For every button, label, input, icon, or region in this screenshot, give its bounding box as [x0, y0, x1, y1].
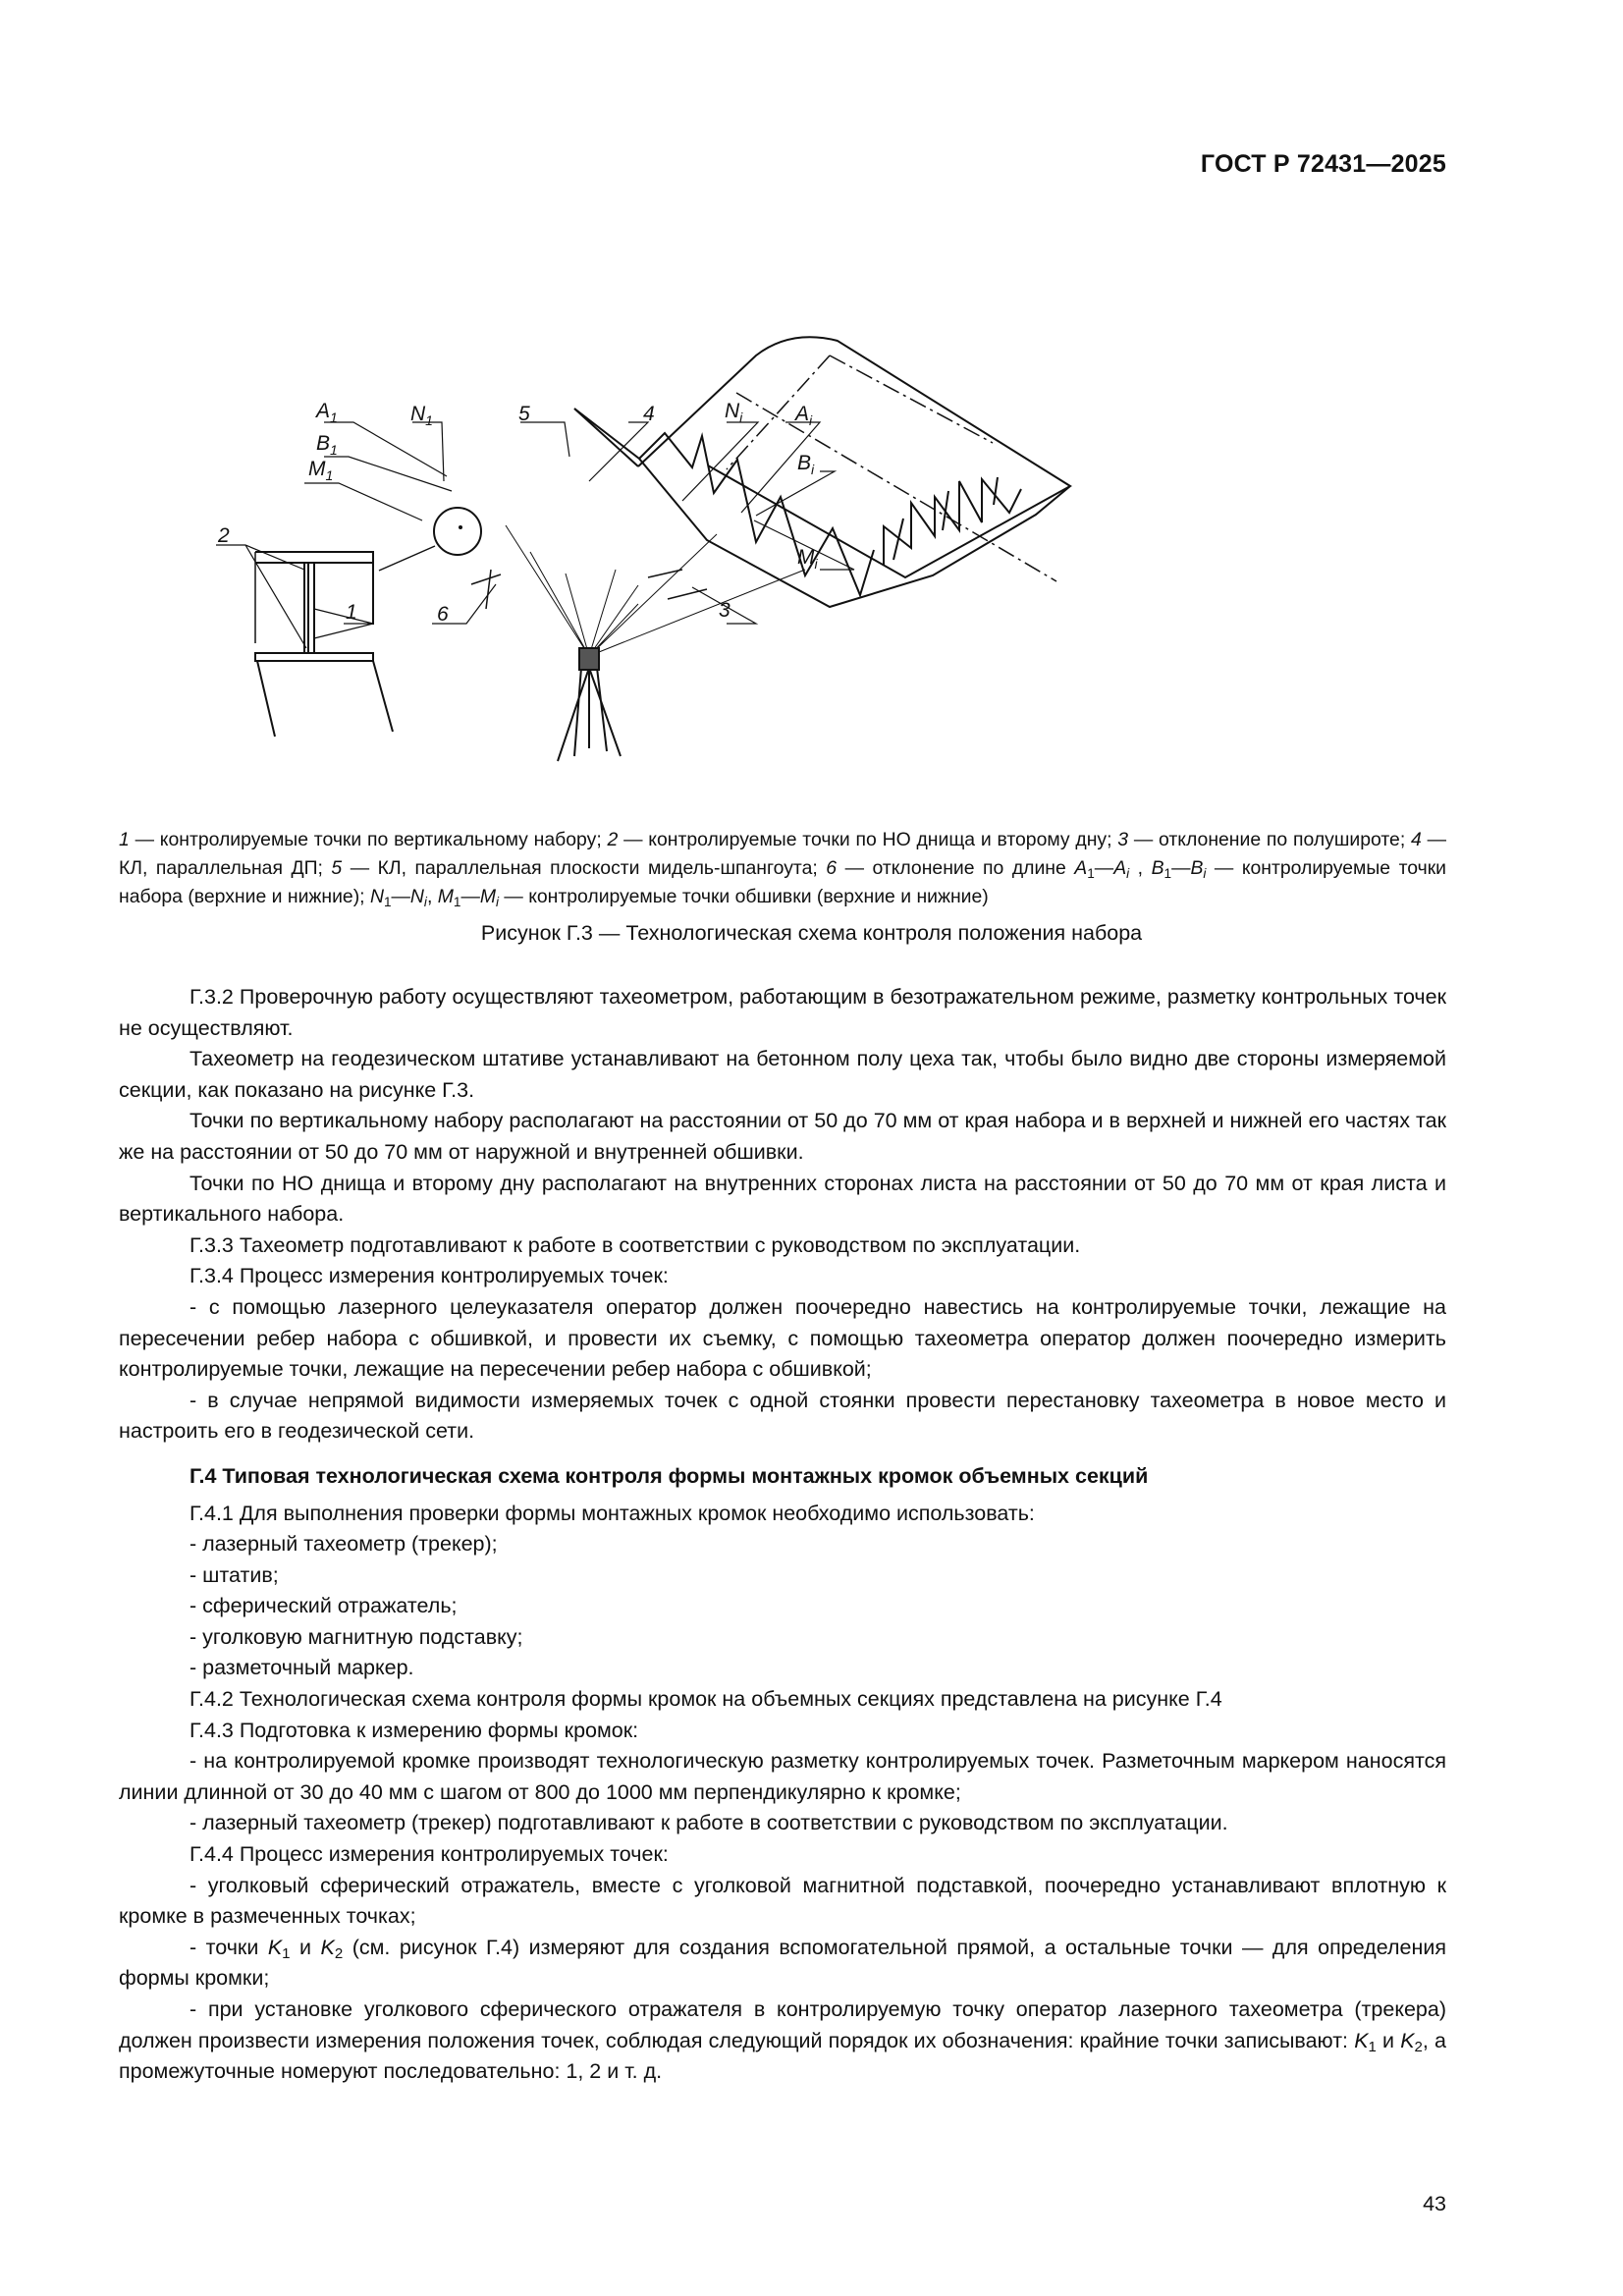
paragraph-g34: Г.3.4 Процесс измерения контролируемых точек: — [189, 1264, 669, 1288]
figure-legend: 1 — контролируемые точки по вертикальному набору; 2 — контролируемые точки по НО днища и второму дну; 3 — отклонение по полушироте; 4 — КЛ, параллельная ДП; 5 — КЛ, параллельная плоскости мидель-шпангоута; 6 — отклонение по длине $A_1—A_i$ , $B_1—B_i$ — контролируемые точки набора (верхние и нижние); $N_1—N_i$, $M_1—M_i$ — контролируемые точки обшивки (верхние и нижние) — [119, 829, 1447, 909]
document-body — [119, 982, 1446, 2088]
detail-web — [304, 563, 314, 653]
detail-bottom-plate — [255, 653, 373, 661]
list-item-tracker-prep: - лазерный тахеометр (трекер) подготавливают к работе в соответствии с руководством по эксплуатации. — [189, 1811, 1228, 1835]
label-mi: $M_i$ — [797, 546, 818, 572]
label-2: 2 — [218, 524, 230, 547]
section-control-diagram — [218, 236, 1276, 795]
label-3: 3 — [719, 599, 730, 622]
list-item-marking: - на контролируемой кромке производят технологическую разметку контролируемых точек. Разметочным маркером наносятся линии длинной от 30 до 40 мм с шагом от 800 до 1000 мм перпендикулярно к кромке; — [119, 1749, 1446, 1804]
page-number: 43 — [1423, 2192, 1446, 2215]
list-item-magnetic-stand: - уголковую магнитную подставку; — [189, 1624, 523, 1649]
label-1: 1 — [346, 601, 357, 624]
label-bi: $B_i$ — [797, 452, 815, 477]
section-heading-g4: Г.4 Типовая технологическая схема контроля формы монтажных кромок объемных секций — [189, 1463, 1149, 1488]
paragraph-g32: Г.3.2 Проверочную работу осуществляют тахеометром, работающим в безотражательном режиме, разметку контрольных точек не осуществляют. — [119, 985, 1446, 1040]
label-a1: $A_1$ — [316, 400, 338, 425]
deviation-3-marker — [648, 570, 707, 599]
tachymeter — [579, 648, 599, 670]
paragraph-g42: Г.4.2 Технологическая схема контроля формы кромок на объемных секциях представлена на рисунке Г.4 — [189, 1687, 1222, 1712]
standard-designation: ГОСТ Р 72431—2025 — [1200, 150, 1446, 178]
label-6: 6 — [437, 603, 449, 626]
tripod — [558, 668, 621, 761]
detail-circle — [434, 508, 481, 555]
list-item-reflector: - сферический отражатель; — [189, 1594, 458, 1618]
label-4: 4 — [643, 403, 655, 425]
deviation-6-marker — [471, 570, 501, 609]
list-item-laser-pointer: - с помощью лазерного целеуказателя оператор должен поочередно навестись на контролируемые точки, лежащие на пересечении ребер набора с обшивкой, и провести их съемку, с помощью тахеометра оператор должен поочередно измерить контролируемые точки, лежащие на пересечении ребер набора с обшивкой; — [119, 1294, 1446, 1382]
list-item-tripod: - штатив; — [189, 1562, 279, 1587]
list-item-point-order: - при установке уголкового сферического отражателя в контролируемую точку оператор лазерного тахеометра (трекера) должен произвести измерения положения точек, соблюдая следующий порядок их обозначения: крайние точки записывают: $K_1$ и $K_2$, а промежуточные номеруют последовательно: 1, 2 и т. д. — [119, 1997, 1446, 2084]
deck-plate-outline — [638, 337, 1070, 577]
label-ni: $N_i$ — [725, 400, 743, 425]
paragraph-tripod: Тахеометр на геодезическом штативе устанавливают на бетонном полу цеха так, чтобы было видно две стороны измеряемой секции, как показано на рисунке Г.3. — [119, 1047, 1446, 1102]
label-b1: $B_1$ — [316, 432, 338, 458]
list-item-relocation: - в случае непрямой видимости измеряемых точек с одной стоянки провести перестановку тахеометра в новое место и настроить его в геодезической сети. — [119, 1388, 1446, 1444]
list-item-reflector-placement: - уголковый сферический отражатель, вместе с уголковой магнитной подставкой, поочередно устанавливают вплотную к кромке в размеченных точках; — [119, 1873, 1446, 1929]
label-n1: $N_1$ — [410, 403, 433, 428]
paragraph-g43: Г.4.3 Подготовка к измерению формы кромок: — [189, 1718, 639, 1742]
control-line-5 — [736, 393, 1056, 581]
figure-title: Рисунок Г.3 — Технологическая схема контроля положения набора — [480, 921, 1143, 945]
label-m1: $M_1$ — [308, 458, 334, 483]
figure-g3-diagram — [218, 236, 1276, 795]
paragraph-g41: Г.4.1 Для выполнения проверки формы монтажных кромок необходимо использовать: — [189, 1501, 1035, 1525]
paragraph-vertical-points: Точки по вертикальному набору располагают на расстоянии от 50 до 70 мм от края набора и в верхней и нижней его частях так же на расстоянии от 50 до 70 мм от наружной и внутренней обшивки. — [119, 1109, 1446, 1164]
list-item-k-points: - точки $K_1$ и $K_2$ (см. рисунок Г.4) измеряют для создания вспомогательной прямой, а остальные точки — для определения формы кромки; — [119, 1935, 1446, 1991]
paragraph-bottom-points: Точки по НО днища и второму дну располагают на внутренних сторонах листа на расстоянии от 50 до 70 мм от края листа и вертикального набора. — [119, 1171, 1446, 1227]
paragraph-g33: Г.3.3 Тахеометр подготавливают к работе в соответствии с руководством по эксплуатации. — [189, 1232, 1081, 1257]
label-5: 5 — [518, 403, 530, 425]
paragraph-g44: Г.4.4 Процесс измерения контролируемых точек: — [189, 1842, 669, 1867]
list-item-marker: - разметочный маркер. — [189, 1656, 414, 1680]
list-item-tachymeter: - лазерный тахеометр (трекер); — [189, 1532, 498, 1557]
label-ai: $A_i$ — [795, 403, 813, 428]
detail-break — [257, 661, 393, 737]
